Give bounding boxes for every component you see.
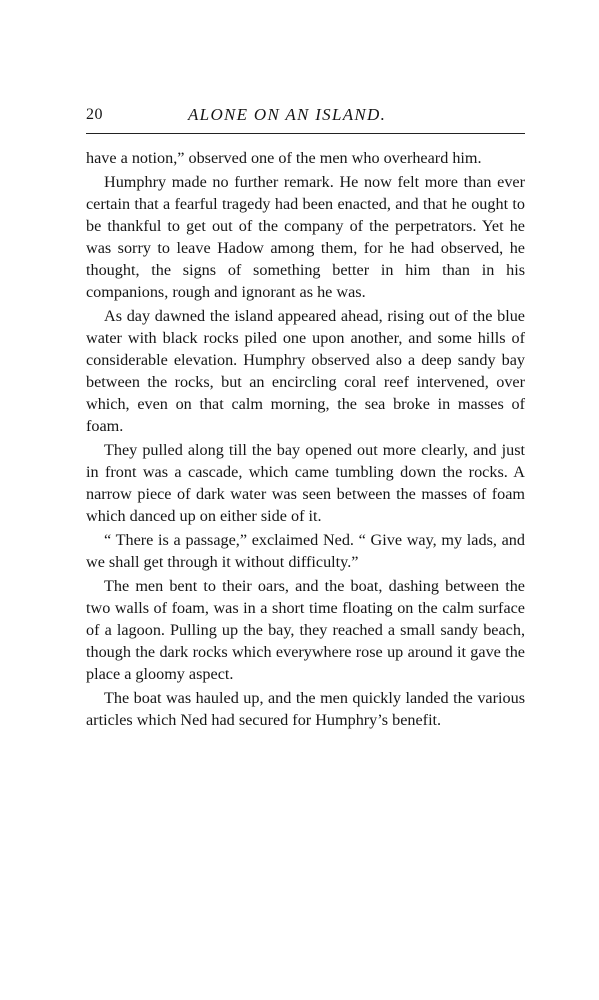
header-rule — [86, 133, 525, 134]
running-head: ALONE ON AN ISLAND. — [188, 105, 387, 124]
paragraph: They pulled along till the bay opened out more clearly, and just in front was a cascade, which came tumbling down the rocks. A narrow piece of dark water was seen between the masses of foam which danced up on either side of it. — [86, 441, 525, 525]
body-text — [86, 147, 525, 733]
paragraph: Humphry made no further remark. He now felt more than ever certain that a fearful tragedy had been enacted, and that he ought to be thankful to get out of the company of the perpetrators. Yet he was sorry to leave Hadow among them, for he had observed, he thought, the signs of something better in him than in his companions, rough and ignorant as he was. — [86, 173, 525, 301]
page-number: 20 — [86, 106, 103, 123]
paragraph: As day dawned the island appeared ahead, rising out of the blue water with black rocks piled one upon another, and some hills of considerable elevation. Humphry observed also a deep sandy bay between the rocks, but an encircling coral reef intervened, over which, even on that calm morning, the sea broke in masses of foam. — [86, 307, 525, 435]
page-header — [86, 105, 525, 129]
paragraph: The men bent to their oars, and the boat, dashing between the two walls of foam, was in a short time floating on the calm surface of a lagoon. Pulling up the bay, they reached a small sandy beach, though the dark rocks which everywhere rose up around it gave the place a gloomy aspect. — [86, 577, 525, 683]
paragraph: “ There is a passage,” exclaimed Ned. “ Give way, my lads, and we shall get through it without difficulty.” — [86, 531, 525, 571]
paragraph: have a notion,” observed one of the men who overheard him. — [86, 149, 482, 167]
paragraph: The boat was hauled up, and the men quickly landed the various articles which Ned had secured for Humphry’s benefit. — [86, 689, 525, 729]
